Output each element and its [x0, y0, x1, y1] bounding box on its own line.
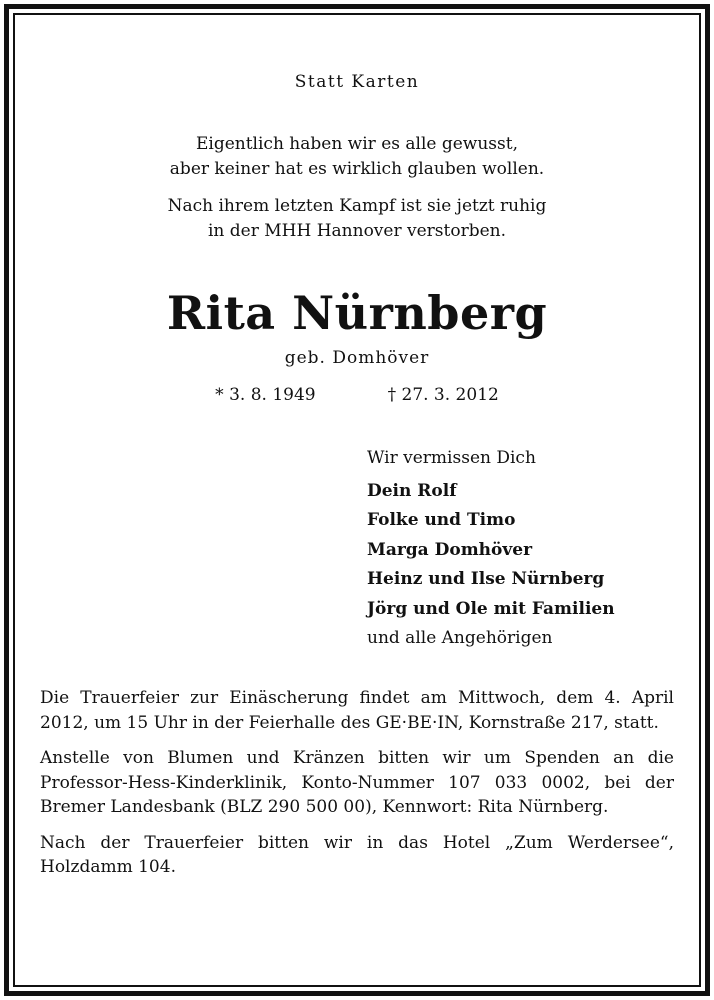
reception-notice: Nach der Trauerfeier bitten wir in das Hotel „Zum Werdersee“, Holzdamm 104.: [40, 832, 674, 877]
life-dates: [40, 385, 674, 405]
quote-line-2: aber keiner hat es wirklich glauben wollen.: [169, 159, 545, 179]
mourner-name: Heinz und Ilse Nürnberg: [367, 569, 605, 589]
maiden-name: geb. Domhöver: [284, 348, 430, 368]
birth-date: * 3. 8. 1949: [215, 385, 316, 405]
quote-line-1: Eigentlich haben wir es alle gewusst,: [195, 134, 518, 154]
death-date: † 27. 3. 2012: [387, 385, 499, 405]
ceremony-notice: Die Trauerfeier zur Einäscherung findet am Mittwoch, dem 4. April 2012, um 15 Uhr in der Feierhalle des GE·BE·IN, Kornstraße 217, statt.: [40, 688, 674, 733]
quote-paragraph-1: [40, 132, 674, 182]
mourners-closing: und alle Angehörigen: [367, 628, 553, 648]
mourners-intro: Wir vermissen Dich: [367, 448, 536, 468]
quote-line-3: Nach ihrem letzten Kampf ist sie jetzt ruhig: [167, 196, 547, 216]
quote-line-4: in der MHH Hannover verstorben.: [207, 221, 506, 241]
mourner-name: Dein Rolf: [367, 480, 457, 501]
mourner-name: Marga Domhöver: [367, 539, 533, 560]
notices-block: [40, 686, 674, 891]
mourner-name: Jörg und Ole mit Familien: [367, 598, 615, 619]
donation-notice: Anstelle von Blumen und Kränzen bitten wir um Spenden an die Professor-Hess-Kinderklinik, Konto-Nummer 107 033 0002, bei der Bremer Landesbank (BLZ 290 500 00), Kennwort: Rita Nürnberg.: [40, 748, 674, 817]
quote-paragraph-2: [40, 194, 674, 244]
quote-block: [40, 132, 674, 256]
mourner-name: Folke und Timo: [367, 510, 516, 530]
deceased-name: Rita Nürnberg: [166, 286, 548, 340]
header-statt-karten: Statt Karten: [294, 72, 420, 92]
mourners-block: [367, 444, 615, 654]
notice-content: [40, 0, 674, 1000]
